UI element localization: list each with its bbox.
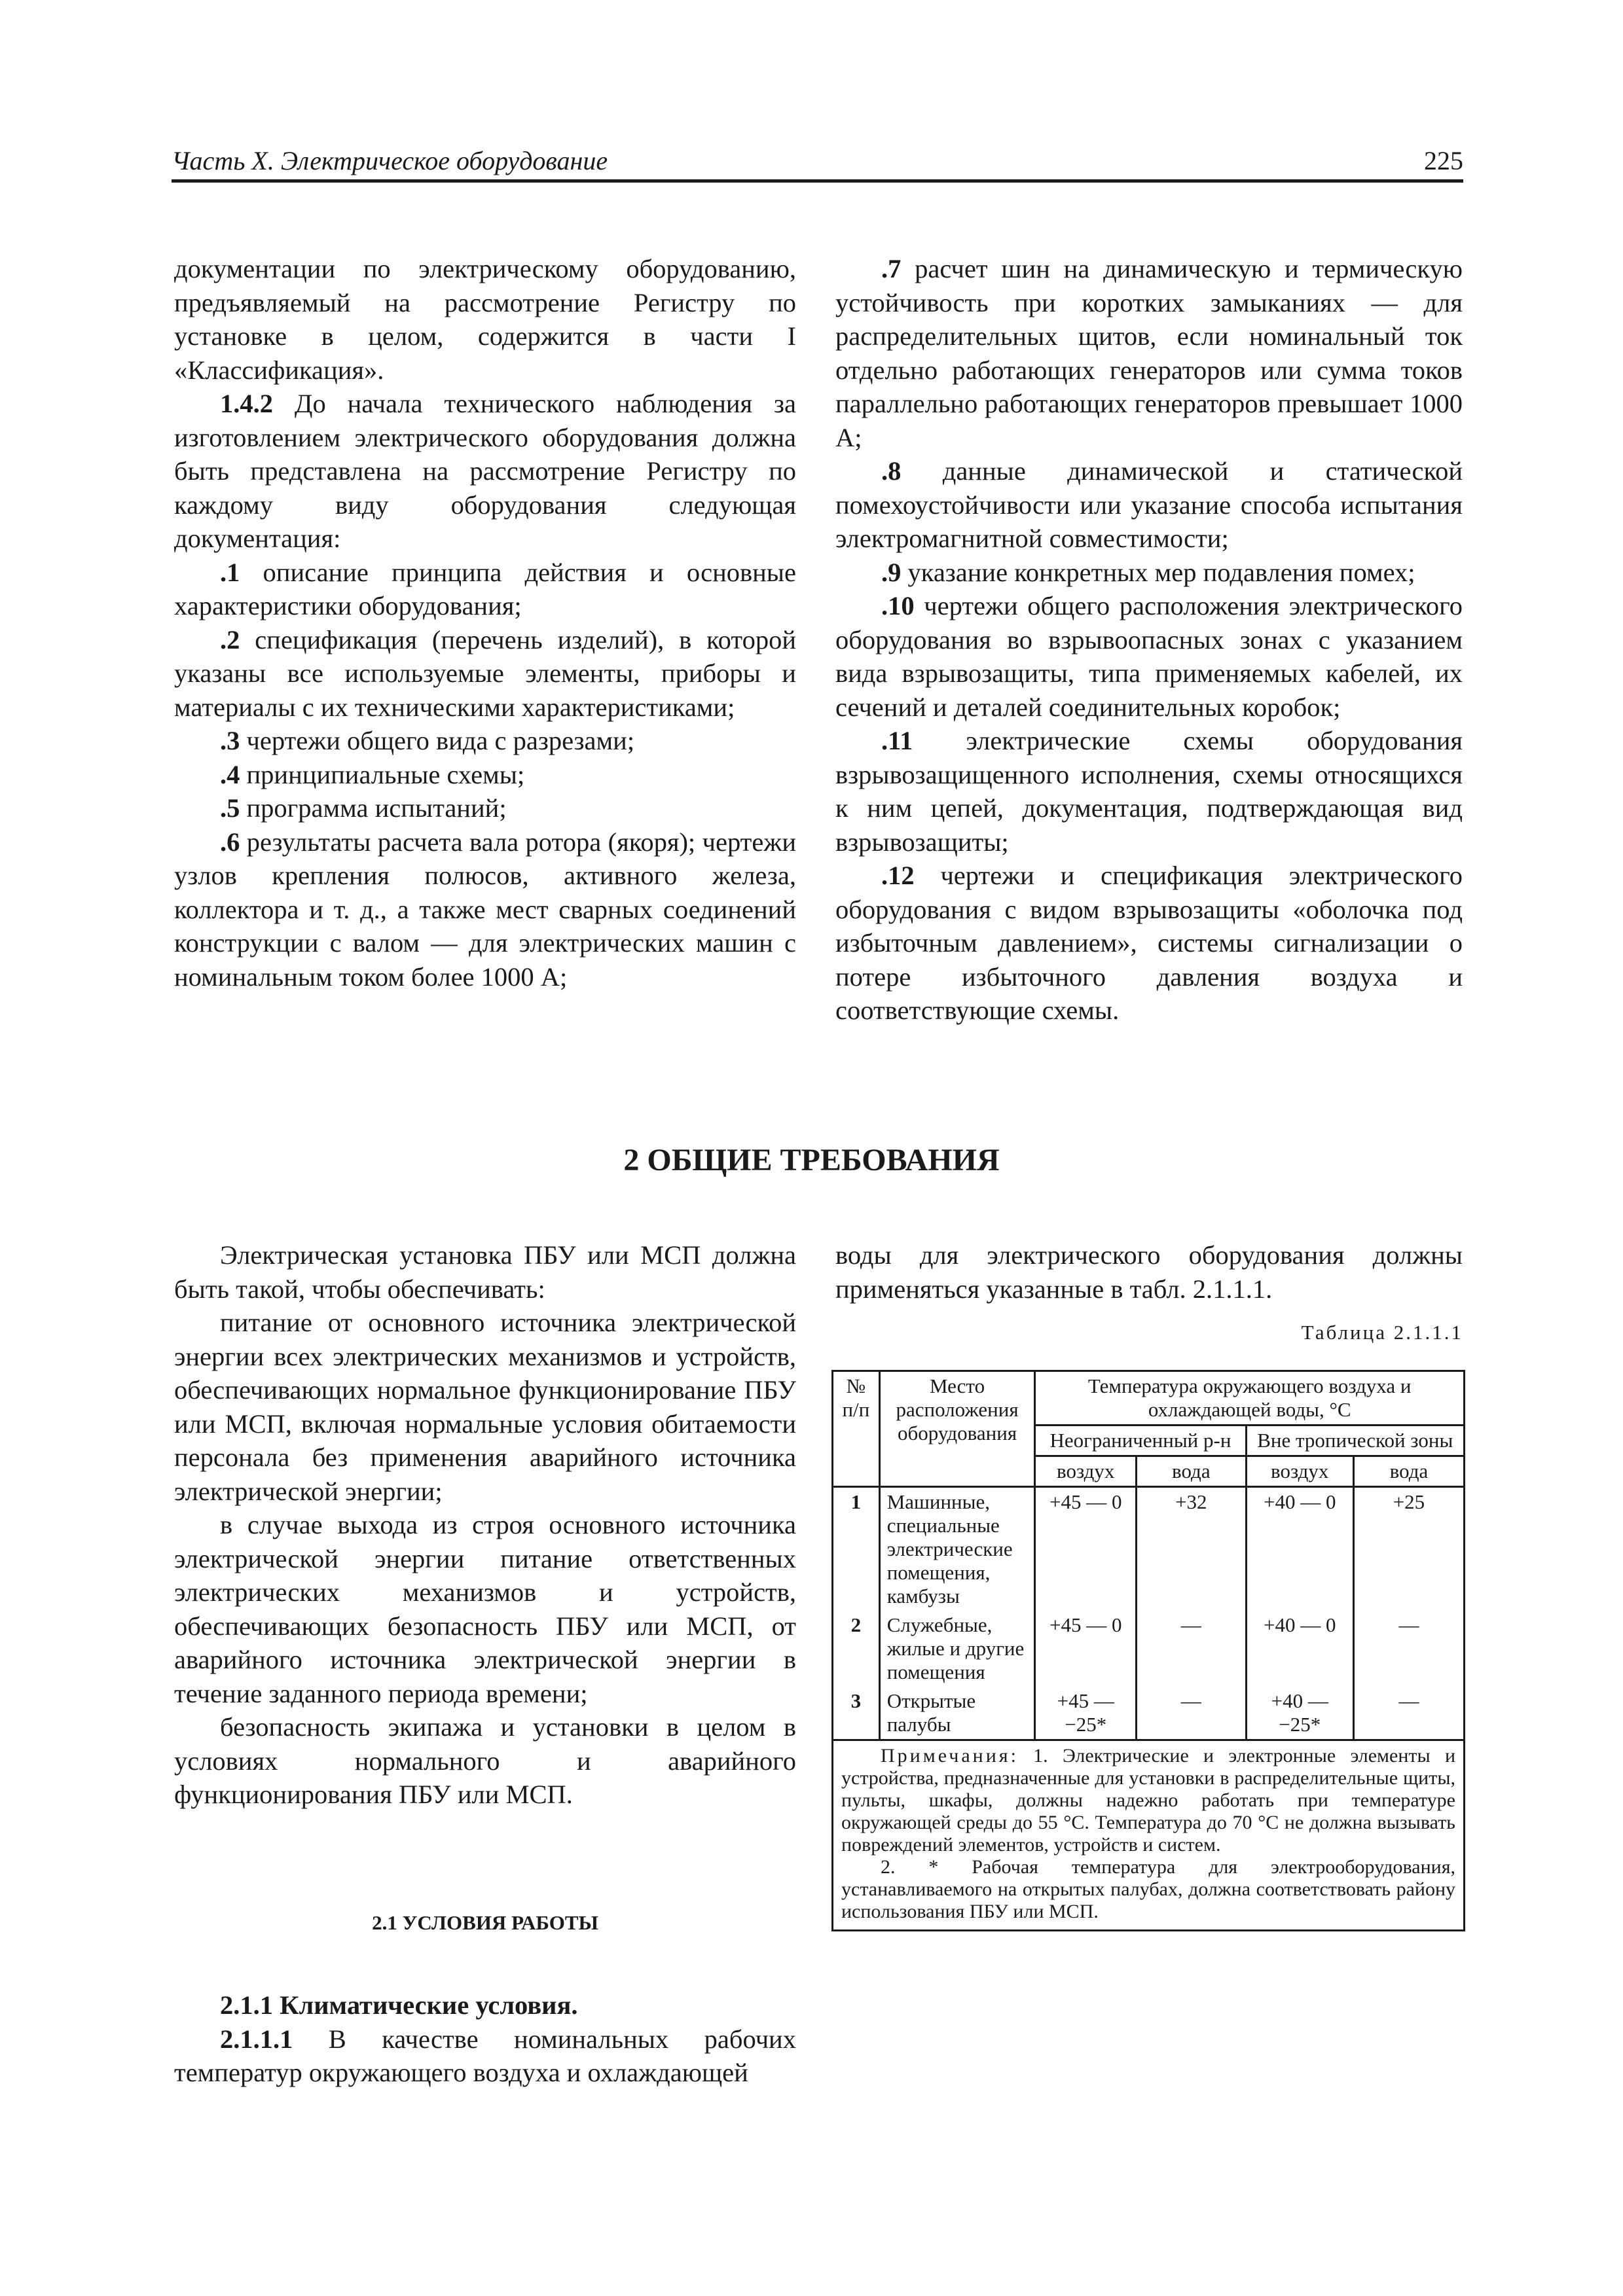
list-item bbox=[174, 556, 796, 623]
item-text: спецификация (перечень изделий), в которой указаны все используемые элементы, приборы и материалы с их техническими характеристиками; bbox=[174, 624, 796, 722]
list-item bbox=[835, 589, 1463, 724]
header-rule bbox=[172, 179, 1463, 183]
running-header-title: Часть X. Электрическое оборудование bbox=[172, 146, 608, 175]
notes-label: Примечания: bbox=[881, 1745, 1019, 1767]
table-row bbox=[833, 1487, 1465, 1611]
clause-text: В качестве номинальных рабочих температур окружающего воздуха и охлаждающей bbox=[174, 2024, 796, 2087]
header-air: воздух bbox=[1035, 1456, 1137, 1487]
row-air-2: +40 — 0 bbox=[1246, 1611, 1353, 1687]
table-caption: Таблица 2.1.1.1 bbox=[1301, 1321, 1463, 1344]
item-number: .5 bbox=[220, 793, 240, 823]
item-text: электрические схемы оборудования взрывозащищенного исполнения, схемы относящихся к ним цепей, документация, подтверждающая вид взрывозащиты; bbox=[835, 726, 1463, 857]
list-item bbox=[835, 556, 1463, 590]
paragraph: питание от основного источника электрической энергии всех электрических механизмов и устройств, обеспечивающих нормальное функционирование ПБУ или МСП, включая нормальные условия обитаемости персонала без применения аварийного источника электрической энергии; bbox=[174, 1308, 796, 1506]
row-place: Машинные, специальные электрические помещения, камбузы bbox=[879, 1487, 1035, 1611]
paragraph: в случае выхода из строя основного источника электрической энергии питание ответственных электрических механизмов и устройств, обеспечивающих безопасность ПБУ или МСП, от аварийного источника электрической энергии в течение заданного периода времени; bbox=[174, 1510, 796, 1708]
row-water-1: — bbox=[1137, 1687, 1246, 1740]
list-item bbox=[835, 252, 1463, 454]
header-temperature: Температура окружающего воздуха и охлаждающей воды, °С bbox=[1035, 1371, 1465, 1426]
row-water-1: +32 bbox=[1137, 1487, 1246, 1611]
list-item bbox=[174, 791, 796, 825]
row-water-1: — bbox=[1137, 1611, 1246, 1687]
item-number: .7 bbox=[881, 254, 902, 283]
row-num: 2 bbox=[833, 1611, 880, 1687]
row-place: Служебные, жилые и другие помещения bbox=[879, 1611, 1035, 1687]
item-text: программа испытаний; bbox=[240, 793, 507, 823]
item-text: результаты расчета вала ротора (якоря); чертежи узлов крепления полюсов, активного железа, коллектора и т. д., а также мест сварных соединений конструкции с валом — для электрических машин с номинальным током более 1000 А; bbox=[174, 827, 796, 992]
item-text: чертежи общего расположения электрического оборудования во взрывоопасных зонах с указанием вида взрывозащиты, типа применяемых кабелей, их сечений и деталей соединительных коробок; bbox=[835, 591, 1463, 722]
clause-1-4-2 bbox=[174, 387, 796, 556]
table-row bbox=[833, 1611, 1465, 1687]
list-item bbox=[174, 758, 796, 792]
item-number: .6 bbox=[220, 827, 240, 857]
list-item bbox=[835, 454, 1463, 556]
row-air-1: +45 — 0 bbox=[1035, 1487, 1137, 1611]
row-water-2: — bbox=[1353, 1687, 1464, 1740]
table-notes bbox=[833, 1740, 1465, 1931]
list-item bbox=[835, 859, 1463, 1028]
note-2: 2. * Рабочая температура для электрооборудования, устанавливаемого на открытых палубах, должна соответствовать району использования ПБУ или МСП. bbox=[841, 1856, 1455, 1922]
row-air-1: +45 — 0 bbox=[1035, 1611, 1137, 1687]
subsection-title: 2.1 УСЛОВИЯ РАБОТЫ bbox=[372, 1911, 598, 1934]
item-number: .9 bbox=[881, 557, 902, 587]
paragraph: безопасность экипажа и установки в целом в условиях нормального и аварийного функционирования ПБУ или МСП. bbox=[174, 1712, 796, 1809]
item-number: .2 bbox=[220, 624, 240, 655]
item-number: .10 bbox=[881, 591, 915, 620]
item-number: .4 bbox=[220, 759, 240, 789]
paragraph: документации по электрическому оборудованию, предъявляемый на рассмотрение Регистру по установке в целом, содержится в части I «Классификация». bbox=[174, 254, 796, 385]
item-number: .12 bbox=[881, 861, 915, 890]
table-row bbox=[833, 1687, 1465, 1740]
row-air-2: +40 — 0 bbox=[1246, 1487, 1353, 1611]
right-column-bottom bbox=[835, 1238, 1463, 1306]
row-water-2: — bbox=[1353, 1611, 1464, 1687]
header-water: вода bbox=[1353, 1456, 1464, 1487]
climate-table bbox=[831, 1370, 1465, 1931]
list-item bbox=[174, 825, 796, 994]
paragraph: воды для электрического оборудования должны применяться указанные в табл. 2.1.1.1. bbox=[835, 1240, 1463, 1304]
clause-2-1-1 bbox=[174, 1988, 796, 2022]
clause-number: 2.1.1.1 bbox=[220, 2024, 293, 2054]
list-item bbox=[174, 623, 796, 725]
header-place: Место расположения оборудования bbox=[879, 1371, 1035, 1487]
header-num: № п/п bbox=[833, 1371, 880, 1487]
clause-number: 1.4.2 bbox=[220, 389, 273, 418]
list-item bbox=[835, 724, 1463, 859]
row-num: 3 bbox=[833, 1687, 880, 1740]
item-number: .3 bbox=[220, 726, 240, 755]
item-number: .8 bbox=[881, 456, 902, 486]
item-text: расчет шин на динамическую и термическую устойчивость при коротких замыканиях — для распределительных щитов, если номинальный ток отдельно работающих генераторов или сумма токов параллельно работающих генераторов превышает 1000 А; bbox=[835, 254, 1463, 452]
left-column-bottom bbox=[174, 1238, 796, 1812]
header-water: вода bbox=[1137, 1456, 1246, 1487]
section-title: 2 ОБЩИЕ ТРЕБОВАНИЯ bbox=[623, 1143, 1000, 1177]
note-1 bbox=[841, 1745, 1455, 1856]
right-column-top bbox=[835, 252, 1463, 1028]
left-column-top bbox=[174, 252, 796, 994]
item-text: указание конкретных мер подавления помех; bbox=[901, 557, 1415, 587]
item-text: данные динамической и статической помехоустойчивости или указание способа испытания электромагнитной совместимости; bbox=[835, 456, 1463, 553]
item-text: чертежи и спецификация электрического оборудования с видом взрывозащиты «оболочка под избыточным давлением», системы сигнализации о потере избыточного давления воздуха и соответствующие схемы. bbox=[835, 861, 1463, 1025]
header-non-tropical: Вне тропической зоны bbox=[1246, 1426, 1464, 1456]
header-air: воздух bbox=[1246, 1456, 1353, 1487]
item-text: описание принципа действия и основные характеристики оборудования; bbox=[174, 557, 796, 620]
clause-2-1-1-1 bbox=[174, 2022, 796, 2090]
note-1-text: 1. Электрические и электронные элементы и устройства, предназначенные для установки в распределительные щиты, пульты, шкафы, должны надежно работать при температуре окружающей среды до 55 °С. Температура до 70 °С не должна вызывать повреждений элементов, устройств и систем. bbox=[841, 1745, 1455, 1856]
row-water-2: +25 bbox=[1353, 1487, 1464, 1611]
list-item bbox=[174, 724, 796, 758]
header-unlimited-area: Неограниченный р-н bbox=[1035, 1426, 1246, 1456]
row-air-2: +40 — −25* bbox=[1246, 1687, 1353, 1740]
page-number: 225 bbox=[1424, 146, 1463, 175]
item-text: чертежи общего вида с разрезами; bbox=[240, 726, 635, 755]
row-air-1: +45 — −25* bbox=[1035, 1687, 1137, 1740]
row-num: 1 bbox=[833, 1487, 880, 1611]
item-text: принципиальные схемы; bbox=[240, 759, 525, 789]
paragraph: Электрическая установка ПБУ или МСП должна быть такой, чтобы обеспечивать: bbox=[174, 1240, 796, 1304]
item-number: .1 bbox=[220, 557, 240, 587]
climate-clauses bbox=[174, 1988, 796, 2090]
clause-number: 2.1.1 bbox=[220, 1990, 273, 2020]
item-number: .11 bbox=[881, 726, 913, 755]
row-place: Открытые палубы bbox=[879, 1687, 1035, 1740]
clause-text: До начала технического наблюдения за изготовлением электрического оборудования должна быть представлена на рассмотрение Регистру по каждому виду оборудования следующая документация: bbox=[174, 389, 796, 553]
clause-heading: Климатические условия. bbox=[273, 1990, 578, 2020]
